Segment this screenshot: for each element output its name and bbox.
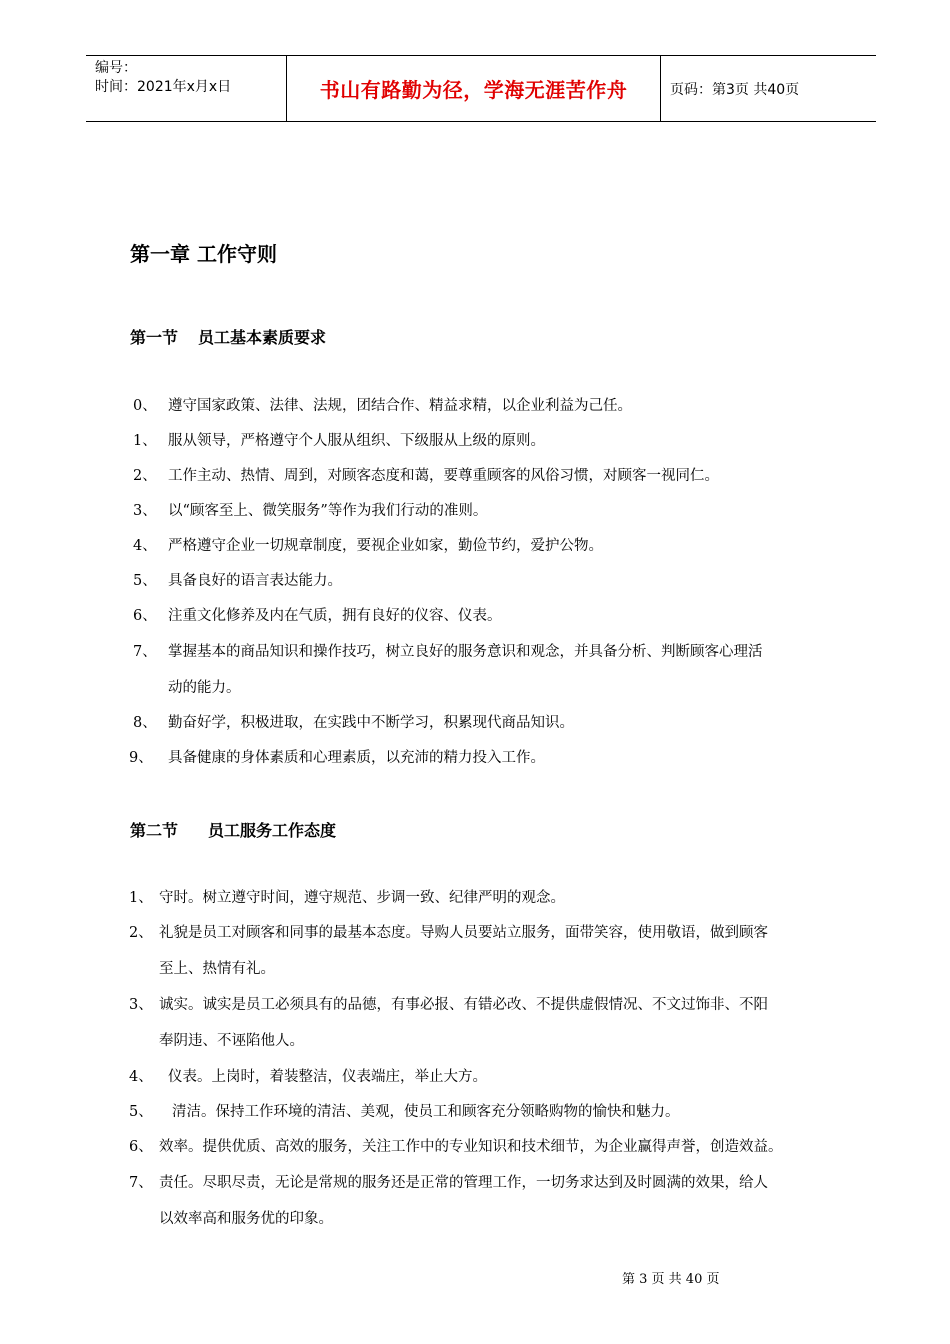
time-label: 时间：2021年x月x日 <box>95 79 232 95</box>
list-item-continuation: 奉阴违、不诬陷他人。 <box>159 1033 304 1049</box>
section2-label: 第二节 <box>130 821 179 840</box>
list-item-text: 仪表。上岗时，着装整洁，仪表端庄，举止大方。 <box>168 1069 487 1085</box>
header-page-cell <box>661 56 876 121</box>
list-item-number: 4、 <box>129 1069 153 1085</box>
list-item-text: 礼貌是员工对顾客和同事的最基本态度。导购人员要站立服务，面带笑容，使用敬语，做到顾客 <box>159 925 768 941</box>
list-item-text: 掌握基本的商品知识和操作技巧，树立良好的服务意识和观念，并具备分析、判断顾客心理活 <box>168 644 763 660</box>
list-item-text: 注重文化修养及内在气质，拥有良好的仪容、仪表。 <box>168 608 502 624</box>
list-item-number: 9、 <box>129 750 153 766</box>
footer-page-number: 第 3 页 共 40 页 <box>622 1272 720 1287</box>
motto-text: 书山有路勤为径，学海无涯苦作舟 <box>319 78 628 102</box>
list-item-number: 4、 <box>133 538 157 554</box>
list-item-number: 5、 <box>133 573 157 589</box>
header-motto-cell <box>287 56 661 121</box>
list-item-number: 7、 <box>133 644 157 660</box>
list-item-number: 6、 <box>133 608 157 624</box>
list-item-text: 工作主动、热情、周到，对顾客态度和蔼，要尊重顾客的风俗习惯，对顾客一视同仁。 <box>168 468 719 484</box>
section1-heading <box>130 325 326 348</box>
list-item-text: 具备良好的语言表达能力。 <box>168 573 342 589</box>
header-meta-cell <box>86 56 287 121</box>
page-info: 页码：第3页 共40页 <box>670 81 800 98</box>
list-item-text: 责任。尽职尽责，无论是常规的服务还是正常的管理工作，一切务求达到及时圆满的效果，给人 <box>159 1175 768 1191</box>
number-label: 编号： <box>95 60 137 76</box>
section2-heading <box>130 818 336 841</box>
list-item-number: 1、 <box>133 433 157 449</box>
list-item-text: 遵守国家政策、法律、法规，团结合作、精益求精，以企业利益为己任。 <box>168 398 632 414</box>
list-item-text: 勤奋好学，积极进取，在实践中不断学习，积累现代商品知识。 <box>168 715 574 731</box>
list-item-text: 服从领导，严格遵守个人服从组织、下级服从上级的原则。 <box>168 433 545 449</box>
list-item-number: 3、 <box>133 503 157 519</box>
list-item-text: 严格遵守企业一切规章制度，要视企业如家，勤俭节约，爱护公物。 <box>168 538 603 554</box>
list-item-text: 效率。提供优质、高效的服务，关注工作中的专业知识和技术细节，为企业赢得声誉，创造效益。 <box>159 1139 783 1155</box>
list-item-number: 6、 <box>129 1139 153 1155</box>
chapter-title: 第一章 工作守则 <box>130 242 277 266</box>
list-item-number: 1、 <box>129 890 153 906</box>
list-item-text: 清洁。保持工作环境的清洁、美观，使员工和顾客充分领略购物的愉快和魅力。 <box>172 1104 680 1120</box>
list-item-number: 2、 <box>129 925 153 941</box>
list-item-text: 诚实。诚实是员工必须具有的品德，有事必报、有错必改、不提供虚假情况、不文过饰非、不阳 <box>159 997 768 1013</box>
list-item-continuation: 动的能力。 <box>168 680 241 696</box>
list-item-number: 5、 <box>129 1104 153 1120</box>
list-item-number: 2、 <box>133 468 157 484</box>
list-item-number: 7、 <box>129 1175 153 1191</box>
list-item-continuation: 至上、热情有礼。 <box>159 961 275 977</box>
page-header-table <box>86 55 876 122</box>
list-item-text: 具备健康的身体素质和心理素质，以充沛的精力投入工作。 <box>168 750 545 766</box>
list-item-number: 0、 <box>133 398 157 414</box>
section1-label: 第一节 <box>130 328 179 347</box>
list-item-number: 8、 <box>133 715 157 731</box>
list-item-text: 守时。树立遵守时间，遵守规范、步调一致、纪律严明的观念。 <box>159 890 565 906</box>
section1-title: 员工基本素质要求 <box>198 328 327 347</box>
list-item-text: 以“顾客至上、微笑服务”等作为我们行动的准则。 <box>168 503 488 519</box>
list-item-number: 3、 <box>129 997 153 1013</box>
list-item-continuation: 以效率高和服务优的印象。 <box>159 1211 333 1227</box>
section2-title: 员工服务工作态度 <box>208 821 337 840</box>
